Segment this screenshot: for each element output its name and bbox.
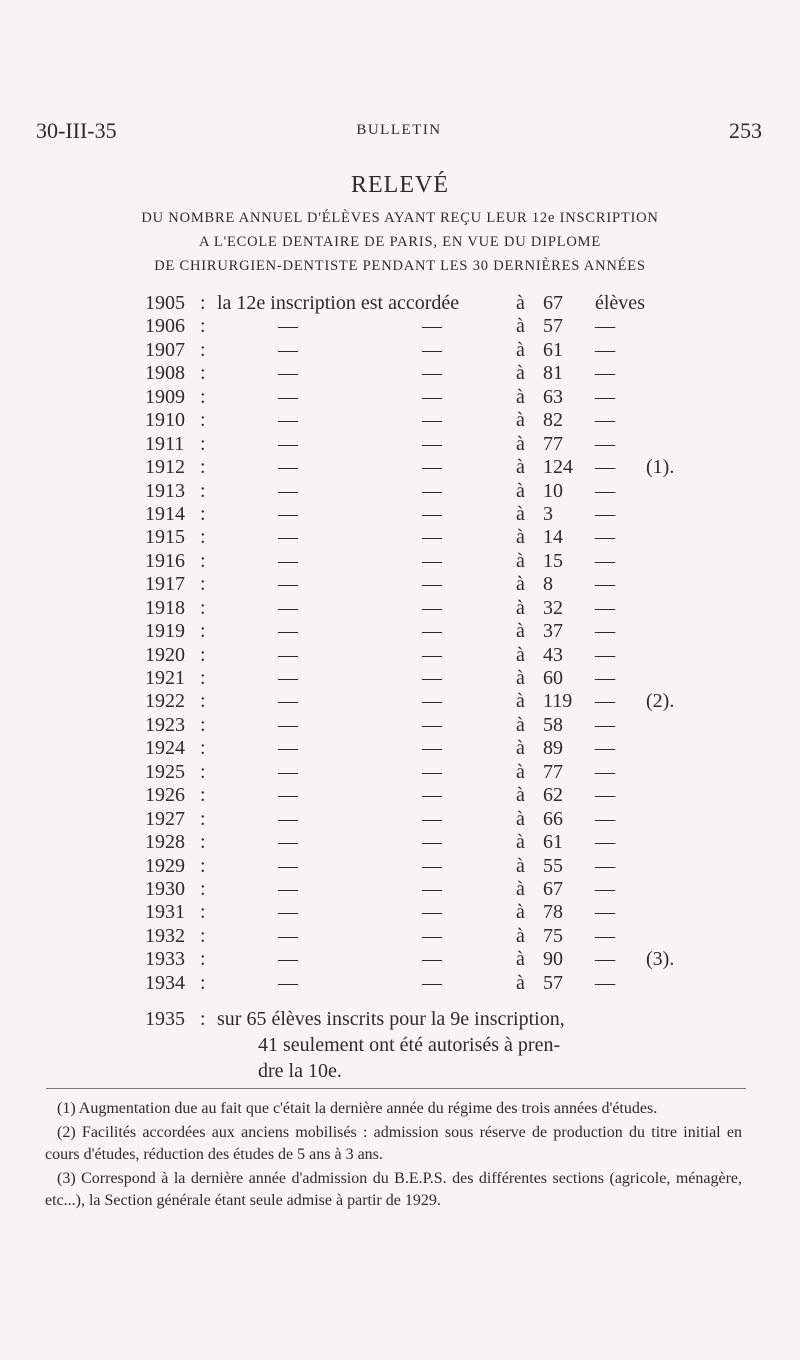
ditto-dash: — [278, 971, 298, 994]
table-row [145, 620, 705, 643]
ditto-dash: — [595, 502, 615, 525]
row-colon: : [200, 667, 206, 689]
row-value: 61 [543, 338, 563, 361]
row-year: 1905 [145, 292, 185, 314]
ditto-dash: — [278, 643, 298, 666]
row-preposition: à [516, 409, 525, 432]
row-year: 1931 [145, 901, 185, 924]
footnote: (2) Facilités accordées aux anciens mobilisés : admission sous réserve de production du titre initial en cours d'études, réduction des études de 5 ans à 3 ans. [45, 1124, 742, 1163]
table-row [145, 855, 705, 878]
row-year: 1934 [145, 971, 185, 994]
row-preposition: à [516, 479, 525, 502]
row-note: (3). [646, 948, 675, 971]
ditto-dash: — [422, 760, 442, 783]
row-value: 57 [543, 315, 563, 338]
row-colon: : [200, 479, 206, 502]
row-preposition: à [516, 807, 525, 830]
row-value: 81 [543, 362, 563, 385]
ditto-dash: — [278, 573, 298, 596]
ditto-dash: — [422, 667, 442, 689]
row-value: 32 [543, 596, 563, 619]
row-value: 77 [543, 760, 563, 783]
ditto-dash: — [278, 620, 298, 643]
ditto-dash: — [595, 409, 615, 432]
row-year: 1928 [145, 831, 185, 854]
row-value: 14 [543, 526, 563, 549]
table-row [145, 878, 705, 901]
row-year: 1930 [145, 877, 185, 900]
ditto-dash: — [422, 971, 442, 994]
ditto-dash: — [278, 807, 298, 830]
row-preposition: à [516, 877, 525, 900]
ditto-dash: — [278, 385, 298, 408]
table-row [145, 339, 705, 362]
row-colon: : [200, 854, 206, 877]
table-row [145, 480, 705, 503]
ditto-dash: — [422, 713, 442, 736]
ditto-dash: — [278, 409, 298, 432]
row-preposition: à [516, 292, 525, 314]
row-value: 77 [543, 432, 563, 455]
ditto-dash: — [278, 854, 298, 877]
table-row [145, 761, 705, 784]
row-note: (2). [646, 690, 675, 713]
row-preposition: à [516, 315, 525, 338]
ditto-dash: — [422, 338, 442, 361]
row-colon: : [200, 948, 206, 971]
row-colon: : [200, 831, 206, 854]
row-year: 1927 [145, 807, 185, 830]
ditto-dash: — [278, 924, 298, 947]
row-colon: : [200, 971, 206, 994]
ditto-dash: — [595, 690, 615, 713]
ditto-dash: — [595, 620, 615, 643]
row-year: 1906 [145, 315, 185, 338]
row-year: 1924 [145, 737, 185, 760]
row-colon: : [200, 877, 206, 900]
table-row [145, 456, 705, 479]
ditto-dash: — [278, 502, 298, 525]
row-value: 67 [543, 292, 563, 314]
table-row [145, 409, 705, 432]
ditto-dash: — [278, 948, 298, 971]
row-preposition: à [516, 901, 525, 924]
ditto-dash: — [278, 338, 298, 361]
row-year: 1918 [145, 596, 185, 619]
table-row [145, 573, 705, 596]
row-preposition: à [516, 596, 525, 619]
row-unit: élèves [595, 292, 645, 314]
row-preposition: à [516, 760, 525, 783]
table-row [145, 714, 705, 737]
row-value: 90 [543, 948, 563, 971]
row-colon: : [200, 456, 206, 479]
row-value: 89 [543, 737, 563, 760]
row-value: 66 [543, 807, 563, 830]
ditto-dash: — [422, 784, 442, 807]
row-value: 10 [543, 479, 563, 502]
row-preposition: à [516, 362, 525, 385]
ditto-dash: — [278, 713, 298, 736]
row-preposition: à [516, 549, 525, 572]
ditto-dash: — [422, 456, 442, 479]
table-row [145, 433, 705, 456]
page-title: RELEVÉ [351, 172, 449, 198]
row-preposition: à [516, 643, 525, 666]
row-colon: : [200, 409, 206, 432]
ditto-dash: — [422, 315, 442, 338]
ditto-dash: — [278, 432, 298, 455]
ditto-dash: — [595, 526, 615, 549]
ditto-dash: — [278, 549, 298, 572]
ditto-dash: — [278, 760, 298, 783]
row-value: 63 [543, 385, 563, 408]
ditto-dash: — [278, 784, 298, 807]
row-value: 82 [543, 409, 563, 432]
row-year: 1907 [145, 338, 185, 361]
row-preposition: à [516, 338, 525, 361]
final-year: 1935 [145, 1008, 185, 1030]
ditto-dash: — [422, 854, 442, 877]
ditto-dash: — [595, 924, 615, 947]
ditto-dash: — [595, 737, 615, 760]
final-line: dre la 10e. [258, 1060, 342, 1082]
row-value: 8 [543, 573, 553, 596]
ditto-dash: — [422, 807, 442, 830]
table-row [145, 690, 705, 713]
row-preposition: à [516, 667, 525, 689]
row-year: 1923 [145, 713, 185, 736]
row-year: 1922 [145, 690, 185, 713]
ditto-dash: — [595, 760, 615, 783]
footnote: (3) Correspond à la dernière année d'admission du B.E.P.S. des différentes sections (agricole, ménagère, etc...), la Section générale étant seule admise à partir de 1929. [45, 1170, 742, 1209]
row-year: 1916 [145, 549, 185, 572]
ditto-dash: — [278, 877, 298, 900]
row-year: 1910 [145, 409, 185, 432]
row-preposition: à [516, 456, 525, 479]
ditto-dash: — [422, 690, 442, 713]
ditto-dash: — [422, 877, 442, 900]
ditto-dash: — [595, 854, 615, 877]
subtitle-line: A L'ECOLE DENTAIRE DE PARIS, EN VUE DU DIPLOME [199, 234, 601, 250]
ditto-dash: — [278, 362, 298, 385]
row-preposition: à [516, 385, 525, 408]
subtitle [60, 206, 740, 278]
running-title: BULLETIN [356, 122, 442, 138]
row-preposition: à [516, 573, 525, 596]
ditto-dash: — [595, 362, 615, 385]
ditto-dash: — [278, 456, 298, 479]
ditto-dash: — [595, 479, 615, 502]
row-colon: : [200, 690, 206, 713]
row-year: 1917 [145, 573, 185, 596]
row-value: 58 [543, 713, 563, 736]
ditto-dash: — [595, 807, 615, 830]
row-year: 1915 [145, 526, 185, 549]
row-value: 67 [543, 877, 563, 900]
row-colon: : [200, 338, 206, 361]
ditto-dash: — [595, 643, 615, 666]
ditto-dash: — [595, 432, 615, 455]
final-colon: : [200, 1008, 206, 1030]
footnote: (1) Augmentation due au fait que c'était la dernière année du régime des trois années d'études. [57, 1100, 658, 1117]
table-row [145, 972, 705, 995]
footnotes [45, 1098, 742, 1214]
row-year: 1908 [145, 362, 185, 385]
ditto-dash: — [422, 432, 442, 455]
ditto-dash: — [422, 526, 442, 549]
row-colon: : [200, 713, 206, 736]
row-preposition: à [516, 690, 525, 713]
row-preposition: à [516, 737, 525, 760]
ditto-dash: — [595, 831, 615, 854]
row-colon: : [200, 502, 206, 525]
ditto-dash: — [278, 901, 298, 924]
row-colon: : [200, 924, 206, 947]
row-year: 1920 [145, 643, 185, 666]
row-preposition: à [516, 924, 525, 947]
row-preposition: à [516, 831, 525, 854]
enrollment-table [145, 292, 705, 995]
ditto-dash: — [595, 784, 615, 807]
row-value: 60 [543, 667, 563, 689]
row-preposition: à [516, 784, 525, 807]
row-value: 78 [543, 901, 563, 924]
row-value: 61 [543, 831, 563, 854]
row-preposition: à [516, 971, 525, 994]
ditto-dash: — [595, 713, 615, 736]
row-value: 55 [543, 854, 563, 877]
subtitle-line: DE CHIRURGIEN-DENTISTE PENDANT LES 30 DERNIÈRES ANNÉES [154, 258, 646, 274]
ditto-dash: — [278, 831, 298, 854]
table-row [145, 386, 705, 409]
table-row [145, 526, 705, 549]
ditto-dash: — [595, 877, 615, 900]
row-colon: : [200, 596, 206, 619]
row-colon: : [200, 807, 206, 830]
row-colon: : [200, 737, 206, 760]
row-year: 1932 [145, 924, 185, 947]
row-value: 15 [543, 549, 563, 572]
ditto-dash: — [422, 737, 442, 760]
ditto-dash: — [595, 971, 615, 994]
row-year: 1909 [145, 385, 185, 408]
footnote-divider [46, 1088, 746, 1089]
table-row [145, 925, 705, 948]
row-preposition: à [516, 526, 525, 549]
row-year: 1919 [145, 620, 185, 643]
row-year: 1913 [145, 479, 185, 502]
ditto-dash: — [595, 315, 615, 338]
table-row [145, 737, 705, 760]
row-preposition: à [516, 948, 525, 971]
table-row [145, 644, 705, 667]
row-colon: : [200, 292, 206, 314]
ditto-dash: — [595, 948, 615, 971]
row-year: 1914 [145, 502, 185, 525]
table-row [145, 808, 705, 831]
ditto-dash: — [278, 479, 298, 502]
ditto-dash: — [422, 409, 442, 432]
ditto-dash: — [595, 901, 615, 924]
row-year: 1933 [145, 948, 185, 971]
table-row [145, 784, 705, 807]
row-value: 3 [543, 502, 553, 525]
ditto-dash: — [595, 667, 615, 689]
row-year: 1911 [145, 432, 185, 455]
ditto-dash: — [422, 831, 442, 854]
subtitle-line: DU NOMBRE ANNUEL D'ÉLÈVES AYANT REÇU LEUR 12e INSCRIPTION [141, 210, 659, 226]
ditto-dash: — [422, 549, 442, 572]
ditto-dash: — [278, 315, 298, 338]
table-row [145, 597, 705, 620]
final-line: 41 seulement ont été autorisés à pren- [258, 1034, 561, 1056]
ditto-dash: — [422, 479, 442, 502]
row-colon: : [200, 315, 206, 338]
row-colon: : [200, 784, 206, 807]
issue-date: 30-III-35 [36, 118, 117, 143]
table-row [145, 901, 705, 924]
row-preposition: à [516, 713, 525, 736]
ditto-dash: — [422, 643, 442, 666]
row-year: 1921 [145, 667, 185, 689]
row-year: 1912 [145, 456, 185, 479]
row-preposition: à [516, 432, 525, 455]
table-row [145, 315, 705, 338]
final-line: sur 65 élèves inscrits pour la 9e inscription, [217, 1008, 565, 1030]
row-colon: : [200, 432, 206, 455]
ditto-dash: — [422, 385, 442, 408]
page-number: 253 [729, 118, 762, 143]
row-preposition: à [516, 854, 525, 877]
row-value: 37 [543, 620, 563, 643]
table-row [145, 667, 705, 690]
ditto-dash: — [595, 338, 615, 361]
row-value: 75 [543, 924, 563, 947]
row-colon: : [200, 760, 206, 783]
row-note: (1). [646, 456, 675, 479]
table-row [145, 362, 705, 385]
ditto-dash: — [595, 385, 615, 408]
ditto-dash: — [278, 526, 298, 549]
ditto-dash: — [422, 620, 442, 643]
ditto-dash: — [422, 948, 442, 971]
row-value: 43 [543, 643, 563, 666]
row-year: 1929 [145, 854, 185, 877]
row-colon: : [200, 620, 206, 643]
ditto-dash: — [278, 737, 298, 760]
ditto-dash: — [422, 924, 442, 947]
row-value: 124 [543, 456, 573, 479]
row-description: la 12e inscription est accordée [217, 292, 460, 314]
row-colon: : [200, 526, 206, 549]
ditto-dash: — [595, 549, 615, 572]
row-preposition: à [516, 620, 525, 643]
row-value: 62 [543, 784, 563, 807]
ditto-dash: — [595, 573, 615, 596]
ditto-dash: — [278, 596, 298, 619]
ditto-dash: — [595, 596, 615, 619]
table-row [145, 831, 705, 854]
table-row [145, 503, 705, 526]
ditto-dash: — [422, 901, 442, 924]
ditto-dash: — [422, 502, 442, 525]
ditto-dash: — [422, 362, 442, 385]
table-row [145, 948, 705, 971]
row-year: 1926 [145, 784, 185, 807]
row-colon: : [200, 573, 206, 596]
row-value: 57 [543, 971, 563, 994]
row-colon: : [200, 901, 206, 924]
row-colon: : [200, 385, 206, 408]
ditto-dash: — [278, 690, 298, 713]
page-header [36, 118, 762, 148]
ditto-dash: — [278, 667, 298, 689]
ditto-dash: — [595, 456, 615, 479]
row-colon: : [200, 643, 206, 666]
row-colon: : [200, 362, 206, 385]
row-value: 119 [543, 690, 573, 713]
row-colon: : [200, 549, 206, 572]
ditto-dash: — [422, 596, 442, 619]
table-row [145, 292, 705, 315]
table-row [145, 550, 705, 573]
row-year: 1925 [145, 760, 185, 783]
row-preposition: à [516, 502, 525, 525]
ditto-dash: — [422, 573, 442, 596]
